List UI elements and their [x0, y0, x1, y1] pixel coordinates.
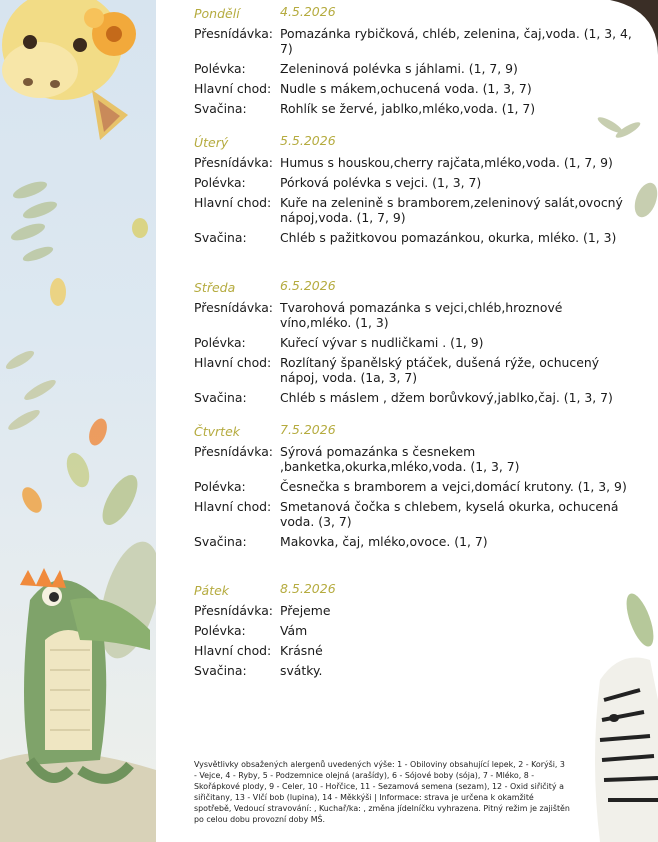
menu-row: [194, 355, 634, 385]
menu-row: [194, 61, 634, 76]
meal-value: Nudle s mákem,ochucená voda. (1, 3, 7): [280, 81, 532, 96]
menu-row: [194, 81, 634, 96]
meal-value: Pomazánka rybičková, chléb, zelenina, čaj,voda. (1, 3, 4, 7): [280, 26, 632, 56]
meal-label: Přesnídávka:: [194, 155, 273, 170]
meal-value: Tvarohová pomazánka s vejci,chléb,hroznové víno,mléko. (1, 3): [280, 300, 563, 330]
meal-value: Smetanová čočka s chlebem, kyselá okurka, ochucená voda. (3, 7): [280, 499, 619, 529]
menu-row: [194, 603, 634, 618]
menu-row: [194, 335, 634, 350]
zebra-illustration: [595, 658, 658, 842]
meal-value: Vám: [280, 623, 308, 638]
menu-row: [194, 390, 634, 405]
meal-label: Svačina:: [194, 390, 247, 405]
meal-label: Svačina:: [194, 230, 247, 245]
day-date: 5.5.2026: [280, 133, 336, 148]
day-date: 7.5.2026: [280, 422, 336, 437]
menu-row: [194, 175, 634, 190]
meal-value: Krásné: [280, 643, 323, 658]
left-illustration-panel: [0, 0, 156, 842]
meal-value: Rohlík se žervé, jablko,mléko,voda. (1, 7): [280, 101, 536, 116]
meal-value: Humus s houskou,cherry rajčata,mléko,voda. (1, 7, 9): [280, 155, 613, 170]
menu-row: [194, 195, 634, 225]
day-block-thursday: [194, 424, 634, 554]
menu-row: [194, 230, 634, 245]
menu-row: [194, 444, 634, 474]
meal-value: Chléb s pažitkovou pomazánkou, okurka, mléko. (1, 3): [280, 230, 617, 245]
meal-label: Hlavní chod:: [194, 195, 272, 210]
meal-value: Chléb s máslem , džem borůvkový,jablko,čaj. (1, 3, 7): [280, 390, 613, 405]
day-block-tuesday: [194, 135, 634, 250]
menu-row: [194, 499, 634, 529]
meal-label: Svačina:: [194, 101, 247, 116]
meal-label: Přesnídávka:: [194, 444, 273, 459]
day-date: 6.5.2026: [280, 278, 336, 293]
meal-value: Česnečka s bramborem a vejci,domácí krutony. (1, 3, 9): [280, 479, 627, 494]
menu-row: [194, 479, 634, 494]
day-name: Pondělí: [194, 6, 240, 21]
meal-label: Polévka:: [194, 61, 246, 76]
meal-label: Polévka:: [194, 335, 246, 350]
menu-row: [194, 623, 634, 638]
menu-row: [194, 101, 634, 116]
meal-label: Polévka:: [194, 479, 246, 494]
meal-value: Kuřecí vývar s nudličkami . (1, 9): [280, 335, 484, 350]
meal-value: Kuře na zelenině s bramborem,zeleninový salát,ovocný nápoj,voda. (1, 7, 9): [280, 195, 623, 225]
meal-value: Zeleninová polévka s jáhlami. (1, 7, 9): [280, 61, 518, 76]
meal-label: Hlavní chod:: [194, 355, 272, 370]
meal-label: Hlavní chod:: [194, 499, 272, 514]
meal-label: Svačina:: [194, 663, 247, 678]
day-date: 8.5.2026: [280, 581, 336, 596]
allergen-footnote: Vysvětlivky obsažených alergenů uvedených výše: 1 - Obiloviny obsahující lepek, 2 - Korýši, 3 - Vejce, 4 - Ryby, 5 - Podzemnice olejná (arašídy), 6 - Sójové boby (sója), 7 - Mléko, 8 - Skořápkové plody, 9 - Celer, 10 - Hořčice, 11 - Sezamová semena (sezam), 12 - Oxid siřičitý a siřičitany, 13 - Vlčí bob (lupina), 14 - Měkkýši | Informace: strava je určena k okamžité spotřebě, Vedoucí stravování: , Kuchař/ka: , změna jídelníčku vyhrazena. Pitný režim je zajištěn po celou dobu provozní doby MŠ.: [194, 760, 570, 824]
meal-label: Přesnídávka:: [194, 300, 273, 315]
meal-value: Rozlítaný španělský ptáček, dušená rýže, ochucený nápoj, voda. (1a, 3, 7): [280, 355, 600, 385]
day-date: 4.5.2026: [280, 4, 336, 19]
right-decoration: [580, 0, 658, 842]
menu-row: [194, 26, 634, 56]
day-block-monday: [194, 6, 634, 121]
day-name: Pátek: [194, 583, 230, 598]
meal-value: Makovka, čaj, mléko,ovoce. (1, 7): [280, 534, 488, 549]
meal-value: Sýrová pomazánka s česnekem ,banketka,okurka,mléko,voda. (1, 3, 7): [280, 444, 520, 474]
day-block-friday: [194, 583, 634, 683]
day-name: Úterý: [194, 135, 229, 150]
menu-row: [194, 155, 634, 170]
meal-label: Svačina:: [194, 534, 247, 549]
meal-label: Hlavní chod:: [194, 643, 272, 658]
menu-row: [194, 534, 634, 549]
day-block-wednesday: [194, 280, 634, 410]
meal-label: Hlavní chod:: [194, 81, 272, 96]
giraffe-illustration: [2, 0, 136, 140]
ground-illustration: [0, 752, 156, 842]
menu-row: [194, 300, 634, 330]
meal-label: Přesnídávka:: [194, 26, 273, 41]
meal-label: Přesnídávka:: [194, 603, 273, 618]
day-name: Středa: [194, 280, 236, 295]
meal-value: Pórková polévka s vejci. (1, 3, 7): [280, 175, 482, 190]
meal-value: Přejeme: [280, 603, 331, 618]
menu-row: [194, 643, 634, 658]
meal-label: Polévka:: [194, 175, 246, 190]
menu-row: [194, 663, 634, 678]
day-name: Čtvrtek: [194, 424, 240, 439]
meal-label: Polévka:: [194, 623, 246, 638]
jungle-illustration: [0, 0, 156, 842]
meal-value: svátky.: [280, 663, 323, 678]
